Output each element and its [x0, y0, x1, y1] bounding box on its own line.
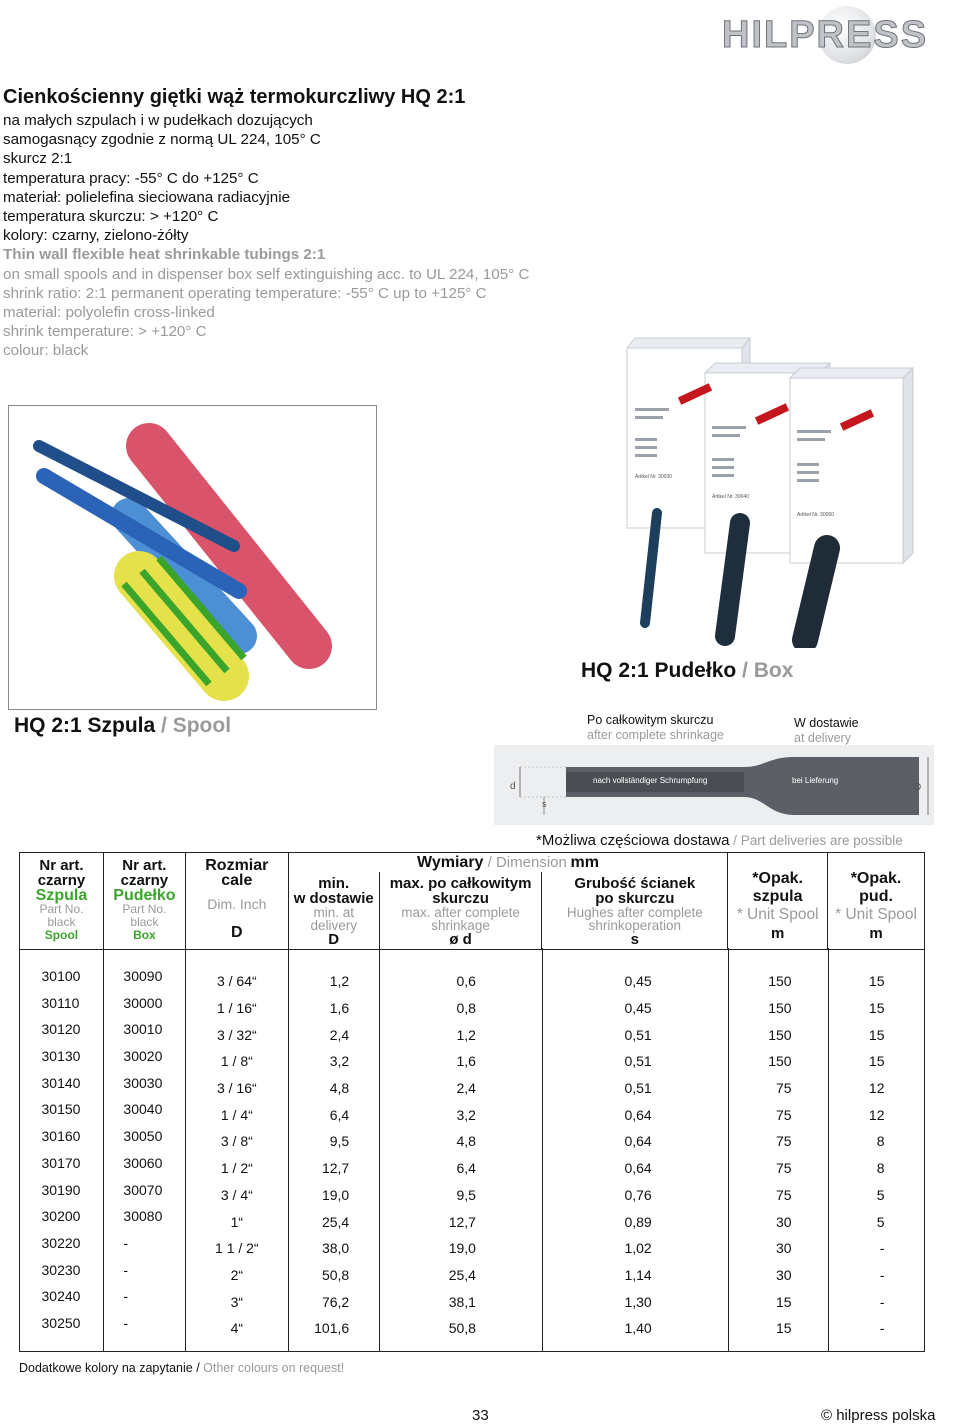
- delivery-label-pl: W dostawie: [794, 716, 859, 730]
- header-text: D: [328, 931, 340, 948]
- header-wall-thickness: [542, 872, 728, 950]
- diagram-left-text: nach vollständiger Schrumpfung: [593, 776, 708, 785]
- cell-min-delivery: 12,7: [321, 1160, 350, 1177]
- cell-part-no-box: 30050: [123, 1128, 163, 1145]
- header-text: *Opak.: [850, 870, 902, 887]
- cell-unit-spool: 75: [776, 1106, 792, 1123]
- cell-wall-thickness: 1,40: [624, 1320, 652, 1337]
- cell-unit-spool: 75: [776, 1133, 792, 1150]
- header-text: Nr art.: [39, 857, 84, 874]
- copyright: © hilpress polska: [821, 1407, 936, 1424]
- cell-wall-thickness: 0,76: [624, 1186, 652, 1203]
- diagram-right-text: bei Lieferung: [792, 776, 839, 785]
- box-label: Artikel Nr. 30060: [797, 512, 834, 518]
- cell-unit-box: 5: [876, 1213, 885, 1230]
- tubing-illustration: [9, 406, 376, 709]
- hilpress-logo: [722, 6, 958, 68]
- footnote-pl: Dodatkowe kolory na zapytanie: [19, 1361, 193, 1375]
- spool-caption-pl: HQ 2:1 Szpula: [14, 714, 156, 737]
- cell-part-no-box: 30010: [123, 1021, 163, 1038]
- header-text: D: [231, 924, 243, 941]
- cell-min-delivery: 3,2: [329, 1053, 350, 1070]
- header-text: *Opak.: [752, 870, 803, 887]
- header-text: w dostawie: [293, 890, 374, 907]
- desc-pl-line: na małych szpulach i w pudełkach dozujących: [3, 112, 313, 129]
- cell-part-no-spool: 30170: [41, 1154, 81, 1171]
- cell-unit-box: 5: [876, 1186, 885, 1203]
- cell-wall-thickness: 1,30: [624, 1293, 652, 1310]
- cell-max-shrink: 50,8: [448, 1320, 476, 1337]
- cell-size-inch: 1 / 2“: [220, 1160, 253, 1177]
- spool-caption-en: Spool: [172, 714, 232, 737]
- header-text: Hughes after complete: [566, 905, 703, 920]
- cell-max-shrink: 0,8: [456, 1000, 476, 1017]
- cell-unit-box: -: [879, 1240, 885, 1257]
- header-text: min.: [318, 875, 350, 892]
- cell-unit-box: -: [879, 1293, 885, 1310]
- cell-unit-spool: 150: [768, 1000, 792, 1017]
- header-text: pud.: [859, 888, 893, 905]
- cell-wall-thickness: 0,51: [624, 1080, 652, 1097]
- header-text: skurczu: [432, 890, 489, 907]
- header-text: Grubość ścianek: [574, 875, 696, 892]
- desc-pl-line: samogasnący zgodnie z normą UL 224, 105° C: [3, 131, 321, 149]
- page-title: Cienkościenny giętki wąż termokurczliwy HQ 2:1: [3, 86, 466, 108]
- cell-unit-box: -: [879, 1320, 885, 1337]
- cell-part-no-spool: 30230: [41, 1261, 81, 1278]
- cell-max-shrink: 2,4: [456, 1080, 476, 1097]
- header-text: Part No.: [122, 902, 167, 916]
- cell-max-shrink: 38,1: [448, 1293, 476, 1310]
- header-part-no-spool: [20, 853, 104, 950]
- spool-caption: [14, 714, 231, 738]
- page-number: 33: [472, 1407, 489, 1424]
- desc-en-line: shrink ratio: 2:1 permanent operating temperature: -55° C up to +125° C: [3, 284, 487, 302]
- header-text: /: [483, 854, 496, 871]
- cell-unit-box: 15: [868, 1053, 885, 1070]
- cell-part-no-spool: 30140: [41, 1074, 81, 1091]
- cell-size-inch: 1 / 16“: [216, 1000, 257, 1017]
- cell-unit-box: 8: [876, 1160, 885, 1177]
- box-label: Artikel Nr. 30030: [635, 474, 672, 480]
- column-divider: [103, 948, 104, 1351]
- header-text: czarny: [37, 872, 86, 889]
- cell-max-shrink: 4,8: [456, 1133, 476, 1150]
- header-text: delivery: [310, 918, 357, 933]
- cell-min-delivery: 25,4: [321, 1213, 350, 1230]
- desc-en-title: Thin wall flexible heat shrinkable tubings 2:1: [3, 246, 326, 264]
- cell-max-shrink: 9,5: [456, 1186, 476, 1203]
- column-divider: [542, 948, 543, 1351]
- header-unit-box: [828, 853, 925, 950]
- shrink-label-en: after complete shrinkage: [587, 728, 724, 742]
- cell-size-inch: 3 / 8“: [220, 1133, 253, 1150]
- cell-part-no-box: -: [123, 1261, 129, 1278]
- diagram-s: s: [542, 799, 547, 809]
- cell-part-no-box: -: [123, 1234, 129, 1251]
- header-part-no-box: [103, 853, 185, 950]
- cell-part-no-spool: 30200: [41, 1208, 81, 1225]
- cell-unit-box: 15: [868, 1026, 885, 1043]
- header-text: cale: [221, 872, 253, 889]
- partial-note-sep: /: [729, 833, 741, 848]
- cell-unit-spool: 15: [776, 1293, 792, 1310]
- cell-unit-box: 12: [868, 1106, 885, 1123]
- delivery-label-en: at delivery: [794, 731, 851, 745]
- cell-size-inch: 1 / 8“: [220, 1053, 253, 1070]
- desc-pl-line: skurcz 2:1: [3, 150, 73, 168]
- footnote: [19, 1361, 344, 1375]
- desc-pl-line: materiał: polielefina sieciowana radiacyjnie: [3, 188, 291, 206]
- cell-size-inch: 1 1 / 2“: [215, 1240, 259, 1257]
- partial-delivery-note: [536, 832, 903, 849]
- cell-wall-thickness: 0,51: [624, 1053, 652, 1070]
- cell-max-shrink: 0,6: [456, 973, 476, 990]
- cell-part-no-spool: 30110: [41, 994, 80, 1011]
- cell-wall-thickness: 1,14: [624, 1266, 652, 1283]
- cell-part-no-spool: 30220: [41, 1234, 81, 1251]
- column-divider: [288, 948, 289, 1351]
- cell-size-inch: 1 / 4“: [220, 1106, 253, 1123]
- column-divider: [379, 948, 380, 1351]
- cell-unit-spool: 30: [776, 1266, 792, 1283]
- column-divider: [185, 948, 186, 1351]
- cell-unit-box: 8: [876, 1133, 885, 1150]
- cell-part-no-spool: 30100: [41, 968, 81, 984]
- cell-part-no-box: 30000: [123, 994, 163, 1011]
- header-text: po skurczu: [595, 890, 675, 907]
- desc-en-line: colour: black: [3, 342, 89, 360]
- header-text: Dim. Inch: [207, 896, 267, 912]
- box-label: Artikel Nr. 30040: [712, 494, 749, 500]
- header-text: Nr art.: [122, 857, 167, 874]
- desc-en-line: on small spools and in dispenser box self extinguishing acc. to UL 224, 105° C: [3, 265, 530, 283]
- desc-pl-line: kolory: czarny, zielono-żółty: [3, 227, 189, 245]
- cell-max-shrink: 25,4: [448, 1266, 476, 1283]
- partial-note-pl: *Możliwa częściowa dostawa: [536, 832, 730, 849]
- caption-separator: /: [155, 714, 173, 737]
- delivery-label: [794, 716, 859, 746]
- cell-part-no-box: 30040: [123, 1101, 163, 1118]
- cell-part-no-box: 30090: [123, 968, 163, 984]
- header-text: Rozmiar: [205, 857, 269, 874]
- cell-unit-box: 15: [868, 1000, 885, 1017]
- desc-en-line: material: polyolefin cross-linked: [3, 304, 215, 322]
- shrinkage-diagram: [494, 745, 934, 825]
- cell-wall-thickness: 0,64: [624, 1133, 652, 1150]
- header-text: black: [130, 915, 159, 929]
- cell-part-no-spool: 30190: [41, 1181, 81, 1198]
- cell-wall-thickness: 0,51: [624, 1026, 652, 1043]
- header-text: Spool: [44, 928, 79, 942]
- cell-size-inch: 3 / 64“: [216, 973, 257, 990]
- header-text: m: [869, 925, 883, 942]
- cell-size-inch: 3 / 4“: [220, 1186, 253, 1203]
- cell-unit-spool: 75: [776, 1080, 792, 1097]
- header-text: szpula: [752, 888, 803, 905]
- cell-unit-box: 15: [868, 973, 885, 990]
- header-text: max. after complete: [401, 905, 520, 920]
- header-text: shrinkoperation: [588, 918, 681, 933]
- header-text: Box: [133, 928, 156, 942]
- description: [3, 111, 529, 361]
- footnote-en: Other colours on request!: [203, 1361, 345, 1375]
- cell-min-delivery: 76,2: [321, 1293, 350, 1310]
- footnote-sep: /: [192, 1361, 204, 1375]
- header-text: m: [770, 925, 785, 942]
- logo-text: HILPRESS: [722, 14, 929, 56]
- spool-product-photo: [8, 405, 377, 710]
- cell-part-no-spool: 30150: [41, 1101, 81, 1118]
- column-divider: [728, 948, 729, 1351]
- box-caption-pl: HQ 2:1 Pudełko: [581, 659, 737, 682]
- cell-max-shrink: 1,2: [456, 1026, 476, 1043]
- table-body-frame: [19, 948, 925, 1352]
- desc-pl-line: temperatura skurczu: > +120° C: [3, 208, 219, 226]
- column-divider: [828, 948, 829, 1351]
- header-min-delivery: [288, 872, 379, 950]
- header-text: Part No.: [39, 902, 84, 916]
- cell-max-shrink: 19,0: [448, 1240, 476, 1257]
- header-text: black: [47, 915, 76, 929]
- cell-min-delivery: 1,6: [329, 1000, 350, 1017]
- cell-unit-box: -: [879, 1266, 885, 1283]
- header-text: Szpula: [35, 887, 88, 904]
- cell-unit-box: 12: [868, 1080, 885, 1097]
- box-product-photo: [575, 318, 920, 648]
- caption-separator: /: [736, 659, 754, 682]
- cell-part-no-box: 30020: [123, 1048, 163, 1065]
- cell-wall-thickness: 0,64: [624, 1106, 652, 1123]
- box-caption-en: Box: [753, 659, 794, 682]
- cell-part-no-spool: 30160: [41, 1128, 81, 1145]
- header-text: shrinkage: [431, 918, 490, 933]
- header-text: Pudełko: [113, 887, 176, 904]
- cell-unit-spool: 30: [776, 1213, 792, 1230]
- partial-note-en: Part deliveries are possible: [740, 833, 903, 848]
- cell-part-no-spool: 30240: [41, 1288, 81, 1305]
- header-text: mm: [570, 854, 599, 871]
- diagram-d-big: D: [914, 782, 922, 793]
- cell-min-delivery: 2,4: [329, 1026, 350, 1043]
- cell-max-shrink: 12,7: [448, 1213, 476, 1230]
- header-max-shrink: [379, 872, 542, 950]
- cell-unit-spool: 75: [776, 1186, 792, 1203]
- cell-wall-thickness: 1,02: [624, 1240, 652, 1257]
- header-dimension: [288, 853, 727, 873]
- cell-unit-spool: 150: [768, 973, 792, 990]
- cell-min-delivery: 6,4: [329, 1106, 350, 1123]
- cell-unit-spool: 150: [768, 1053, 792, 1070]
- cell-wall-thickness: 0,64: [624, 1160, 652, 1177]
- cell-part-no-box: -: [123, 1288, 129, 1305]
- header-text: Wymiary: [417, 854, 484, 871]
- cell-min-delivery: 9,5: [329, 1133, 350, 1150]
- cell-wall-thickness: 0,89: [624, 1213, 652, 1230]
- cell-unit-spool: 75: [776, 1160, 792, 1177]
- cell-max-shrink: 6,4: [456, 1160, 476, 1177]
- header-text: min. at: [313, 905, 354, 920]
- cell-part-no-spool: 30120: [41, 1021, 81, 1038]
- cell-min-delivery: 1,2: [329, 973, 350, 990]
- cell-unit-spool: 150: [768, 1026, 792, 1043]
- cell-size-inch: 3 / 16“: [216, 1080, 257, 1097]
- header-text: ø d: [449, 931, 472, 948]
- cell-unit-spool: 30: [776, 1240, 792, 1257]
- cell-part-no-box: 30060: [123, 1154, 163, 1171]
- cell-wall-thickness: 0,45: [624, 973, 652, 990]
- cell-max-shrink: 3,2: [456, 1106, 476, 1123]
- cell-part-no-box: 30030: [123, 1074, 163, 1091]
- header-text: Dimension: [495, 854, 567, 871]
- cell-size-inch: 3“: [230, 1293, 244, 1310]
- cell-part-no-spool: 30130: [41, 1048, 81, 1065]
- header-text: * Unit Spool: [736, 906, 819, 923]
- shrink-label: [587, 713, 724, 743]
- header-text: czarny: [120, 872, 169, 889]
- diagram-d-small: d: [510, 781, 516, 792]
- cell-size-inch: 4“: [230, 1320, 244, 1337]
- header-text: max. po całkowitym: [389, 875, 532, 892]
- cell-min-delivery: 101,6: [314, 1320, 350, 1337]
- cell-size-inch: 3 / 32“: [216, 1026, 257, 1043]
- desc-en-line: shrink temperature: > +120° C: [3, 323, 207, 341]
- header-text: * Unit Spool: [835, 906, 917, 923]
- cell-part-no-box: -: [123, 1314, 129, 1331]
- cell-part-no-spool: 30250: [41, 1314, 81, 1331]
- header-unit-spool: [728, 853, 828, 950]
- cell-size-inch: 2“: [230, 1266, 244, 1283]
- cell-min-delivery: 4,8: [329, 1080, 350, 1097]
- cell-part-no-box: 30080: [123, 1208, 163, 1225]
- cell-part-no-box: 30070: [123, 1181, 163, 1198]
- header-size-inch: [185, 853, 288, 950]
- cell-unit-spool: 15: [776, 1320, 792, 1337]
- cell-size-inch: 1“: [230, 1213, 244, 1230]
- cell-min-delivery: 38,0: [321, 1240, 350, 1257]
- cell-min-delivery: 19,0: [321, 1186, 350, 1203]
- desc-pl-line: temperatura pracy: -55° C do +125° C: [3, 169, 259, 187]
- cell-max-shrink: 1,6: [456, 1053, 476, 1070]
- cell-min-delivery: 50,8: [321, 1266, 350, 1283]
- shrink-label-pl: Po całkowitym skurczu: [587, 713, 714, 727]
- box-caption: [581, 659, 793, 683]
- cell-wall-thickness: 0,45: [624, 1000, 652, 1017]
- header-text: s: [630, 931, 639, 948]
